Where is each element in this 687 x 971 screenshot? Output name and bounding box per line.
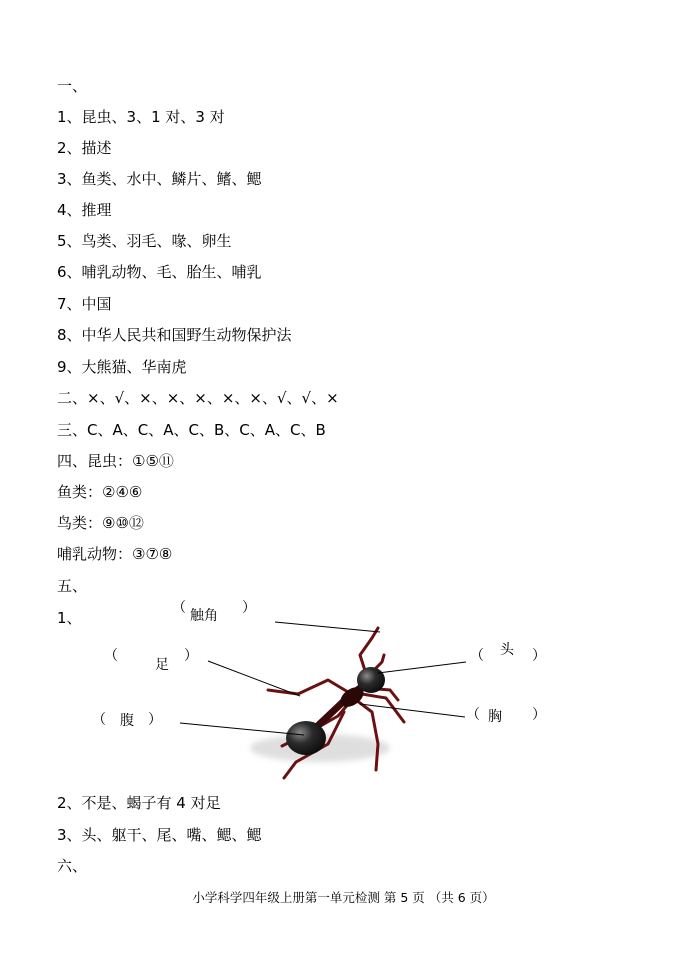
- answer-1-5: 5、鸟类、羽毛、喙、卵生: [57, 232, 232, 250]
- abdomen-label: 腹: [120, 713, 134, 729]
- answer-section-2: 二、×、√、×、×、×、×、×、√、√、×: [57, 389, 339, 407]
- answer-section-4-bird: 鸟类：⑨⑩⑫: [57, 514, 144, 532]
- antenna-label-close-paren: ）: [242, 600, 256, 616]
- page-footer: 小学科学四年级上册第一单元检测 第 5 页 （共 6 页）: [192, 890, 495, 905]
- antenna-label-open-paren: （: [172, 600, 186, 616]
- abdomen-label-open-paren: （: [92, 712, 106, 728]
- thorax-label-close-paren: ）: [532, 707, 546, 723]
- answer-section-4-insect: 四、昆虫：①⑤⑪: [57, 452, 174, 470]
- answer-5-2: 2、不是、蝎子有 4 对足: [57, 794, 221, 812]
- thorax-label: 胸: [488, 709, 502, 725]
- legs-label-open-paren: （: [104, 648, 118, 664]
- answer-1-8: 8、中华人民共和国野生动物保护法: [57, 326, 292, 344]
- abdomen-label-close-paren: ）: [148, 712, 162, 728]
- thorax-label-open-paren: （: [466, 707, 480, 723]
- answer-5-1: 1、: [57, 609, 82, 627]
- head-label: 头: [500, 642, 514, 658]
- answer-section-6-heading: 六、: [57, 857, 88, 875]
- answer-1-2: 2、描述: [57, 139, 112, 157]
- answer-section-5-heading: 五、: [57, 577, 88, 595]
- head-label-open-paren: （: [470, 648, 484, 664]
- legs-label: 足: [155, 657, 169, 673]
- answer-section-4-fish: 鱼类：②④⑥: [57, 483, 143, 501]
- answer-section-4-mammal: 哺乳动物：③⑦⑧: [57, 545, 173, 563]
- ant-picture: [250, 628, 404, 778]
- answer-1-9: 9、大熊猫、华南虎: [57, 358, 187, 376]
- answer-5-3: 3、头、躯干、尾、嘴、鳃、鳃: [57, 826, 262, 844]
- answer-1-4: 4、推理: [57, 201, 112, 219]
- answer-section-3: 三、C、A、C、A、C、B、C、A、C、B: [57, 421, 326, 439]
- answer-1-7: 7、中国: [57, 295, 112, 313]
- answer-1-1: 1、昆虫、3、1 对、3 对: [57, 108, 225, 126]
- answer-section-1-heading: 一、: [57, 77, 88, 95]
- antenna-label: 触角: [190, 608, 218, 624]
- legs-label-close-paren: ）: [184, 648, 198, 664]
- answer-1-6: 6、哺乳动物、毛、胎生、哺乳: [57, 263, 262, 281]
- head-label-close-paren: ）: [532, 648, 546, 664]
- answer-1-3: 3、鱼类、水中、鳞片、鳍、鳃: [57, 170, 262, 188]
